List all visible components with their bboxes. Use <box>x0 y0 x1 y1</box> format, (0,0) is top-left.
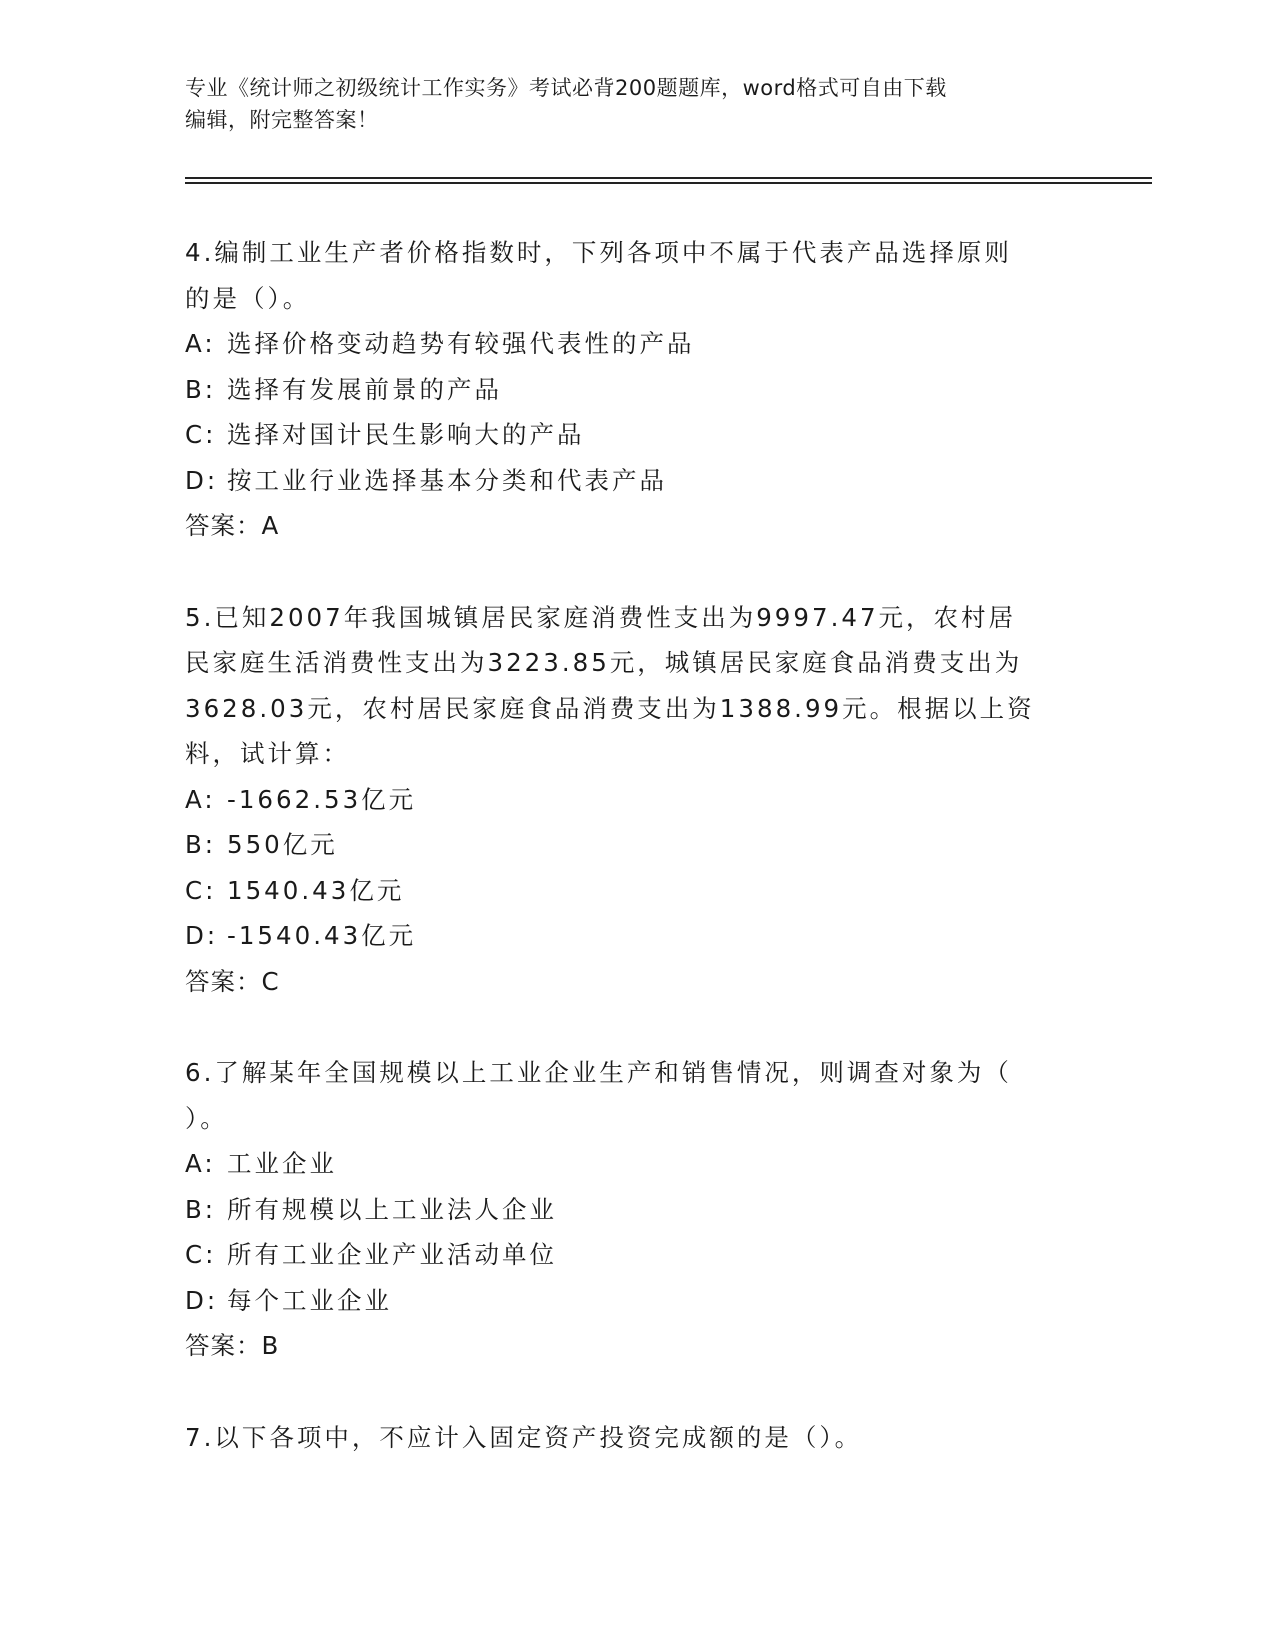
option-text: -1662.53亿元 <box>227 784 417 814</box>
option-text: 每个工业企业 <box>227 1285 392 1315</box>
answer-option <box>185 321 1085 367</box>
option-key: D: <box>185 921 219 950</box>
document-header <box>185 72 1065 136</box>
header-divider-bottom <box>185 182 1152 184</box>
answer-label: 答案：C <box>185 966 280 996</box>
option-key: C: <box>185 875 217 905</box>
option-key: B: <box>185 830 217 859</box>
option-key: D: <box>185 465 219 495</box>
option-text: 按工业行业选择基本分类和代表产品 <box>227 465 667 495</box>
option-text: 所有工业企业产业活动单位 <box>227 1240 557 1269</box>
question-5 <box>185 595 1085 1005</box>
option-text: 所有规模以上工业法人企业 <box>227 1194 557 1224</box>
option-text: 1540.43亿元 <box>227 875 405 905</box>
answer-option <box>185 458 1085 504</box>
question-stem-line: 料，试计算： <box>185 739 350 768</box>
option-text: -1540.43亿元 <box>227 921 417 950</box>
question-list <box>185 230 1085 1506</box>
answer-option <box>185 913 1085 959</box>
option-key: C: <box>185 420 217 449</box>
answer-option <box>185 412 1085 458</box>
question-stem-line: 7.以下各项中，不应计入固定资产投资完成额的是（）。 <box>185 1422 863 1452</box>
question-6 <box>185 1050 1085 1369</box>
answer-option <box>185 367 1085 413</box>
answer-option <box>185 1141 1085 1187</box>
question-7 <box>185 1415 1085 1461</box>
option-text: 工业企业 <box>227 1149 337 1178</box>
answer-label: 答案：A <box>185 511 280 540</box>
question-stem-line: ）。 <box>185 1103 228 1133</box>
question-stem-line: 民家庭生活消费性支出为3223.85元，城镇居民家庭食品消费支出为 <box>185 648 1023 677</box>
question-stem-line: 5.已知2007年我国城镇居民家庭消费性支出为9997.47元，农村居 <box>185 602 1017 632</box>
option-key: B: <box>185 374 217 404</box>
answer-option <box>185 868 1085 914</box>
question-stem-line: 3628.03元，农村居民家庭食品消费支出为1388.99元。根据以上资 <box>185 693 1035 723</box>
answer-option <box>185 822 1085 868</box>
question-stem-line: 的是（）。 <box>185 283 311 313</box>
option-key: A: <box>185 1149 216 1178</box>
option-key: A: <box>185 329 216 358</box>
answer-option <box>185 1278 1085 1324</box>
header-line-2: 编辑，附完整答案！ <box>185 108 379 132</box>
question-stem-line: 4.编制工业生产者价格指数时，下列各项中不属于代表产品选择原则 <box>185 238 1012 267</box>
option-key: C: <box>185 1240 217 1269</box>
question-4 <box>185 230 1085 549</box>
option-text: 选择对国计民生影响大的产品 <box>227 420 585 449</box>
header-divider-top <box>185 177 1152 179</box>
option-key: A: <box>185 784 216 814</box>
answer-label: 答案：B <box>185 1331 280 1360</box>
option-key: B: <box>185 1194 217 1224</box>
answer-option <box>185 1232 1085 1278</box>
option-text: 选择有发展前景的产品 <box>227 374 502 404</box>
answer-option <box>185 777 1085 823</box>
header-line-1: 专业《统计师之初级统计工作实务》考试必背200题题库，word格式可自由下载 <box>185 76 947 100</box>
question-stem-line: 6.了解某年全国规模以上工业企业生产和销售情况，则调查对象为（ <box>185 1058 1012 1087</box>
answer-option <box>185 1187 1085 1233</box>
option-text: 550亿元 <box>227 830 338 859</box>
option-key: D: <box>185 1285 219 1315</box>
option-text: 选择价格变动趋势有较强代表性的产品 <box>227 329 695 358</box>
